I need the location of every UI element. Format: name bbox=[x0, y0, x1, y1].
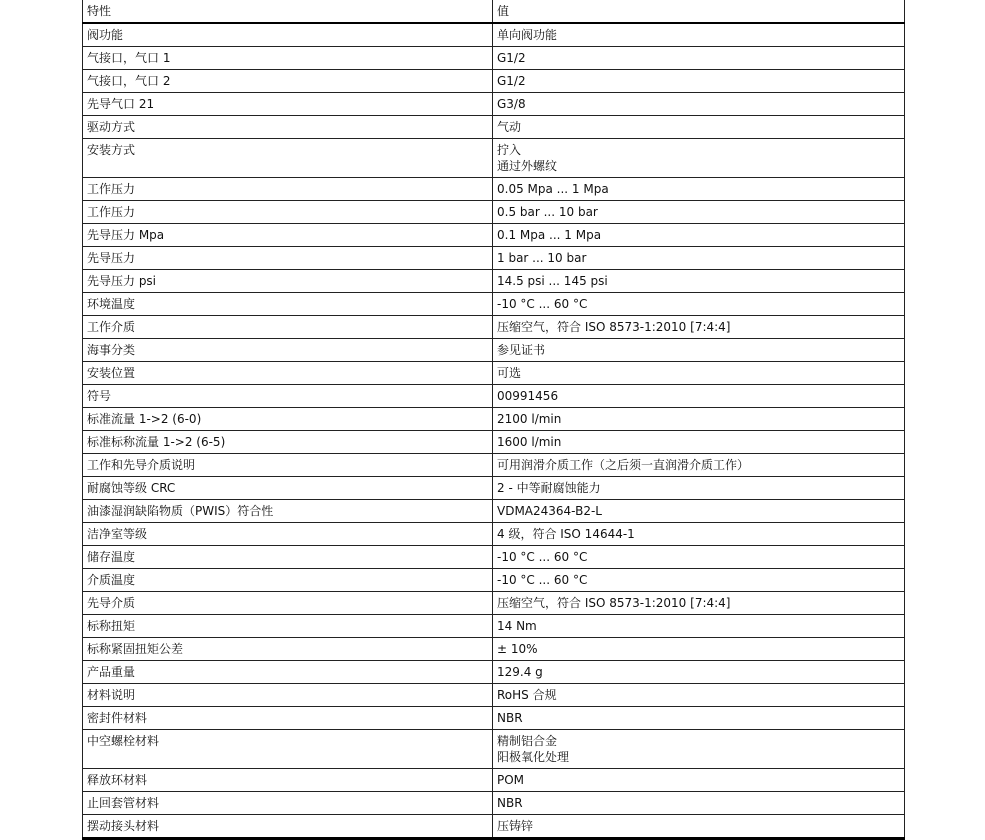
value-line: 2100 l/min bbox=[497, 412, 562, 426]
value-cell bbox=[493, 23, 905, 47]
table-row bbox=[83, 431, 905, 454]
value-cell bbox=[493, 769, 905, 792]
value-line: RoHS 合规 bbox=[497, 688, 557, 702]
property-cell: 标准标称流量 1->2 (6-5) bbox=[83, 431, 493, 454]
table-row bbox=[83, 385, 905, 408]
table-row bbox=[83, 93, 905, 116]
table-row bbox=[83, 178, 905, 201]
property-cell: 安装位置 bbox=[83, 362, 493, 385]
value-cell bbox=[493, 116, 905, 139]
value-cell bbox=[493, 316, 905, 339]
table-row bbox=[83, 201, 905, 224]
property-cell: 标准流量 1->2 (6-0) bbox=[83, 408, 493, 431]
value-line: -10 °C ... 60 °C bbox=[497, 573, 588, 587]
table-row bbox=[83, 247, 905, 270]
property-cell: 阀功能 bbox=[83, 23, 493, 47]
property-cell: 材料说明 bbox=[83, 684, 493, 707]
value-line: NBR bbox=[497, 796, 523, 810]
value-line: 可用润滑介质工作（之后须一直润滑介质工作） bbox=[497, 458, 750, 472]
value-line: 压缩空气，符合 ISO 8573-1:2010 [7:4:4] bbox=[497, 596, 731, 610]
property-cell: 驱动方式 bbox=[83, 116, 493, 139]
value-cell bbox=[493, 615, 905, 638]
value-line: POM bbox=[497, 773, 525, 787]
value-cell bbox=[493, 523, 905, 546]
value-cell bbox=[493, 454, 905, 477]
value-line: VDMA24364-B2-L bbox=[497, 504, 602, 518]
property-cell: 工作和先导介质说明 bbox=[83, 454, 493, 477]
value-line: G1/2 bbox=[497, 51, 526, 65]
value-cell bbox=[493, 293, 905, 316]
value-cell bbox=[493, 707, 905, 730]
property-cell: 止回套管材料 bbox=[83, 792, 493, 815]
table-row bbox=[83, 477, 905, 500]
property-cell: 工作压力 bbox=[83, 201, 493, 224]
value-cell bbox=[493, 661, 905, 684]
property-cell: 释放环材料 bbox=[83, 769, 493, 792]
table-row bbox=[83, 23, 905, 47]
table-row bbox=[83, 408, 905, 431]
table-row bbox=[83, 116, 905, 139]
value-cell bbox=[493, 93, 905, 116]
table-row bbox=[83, 730, 905, 769]
table-row bbox=[83, 769, 905, 792]
value-line: 阳极氧化处理 bbox=[497, 750, 570, 764]
table-row bbox=[83, 500, 905, 523]
value-cell bbox=[493, 592, 905, 615]
value-cell bbox=[493, 730, 905, 769]
value-cell bbox=[493, 201, 905, 224]
table-row bbox=[83, 454, 905, 477]
value-line: 压铸锌 bbox=[497, 819, 534, 833]
value-line: 0.05 Mpa ... 1 Mpa bbox=[497, 182, 609, 196]
table-row bbox=[83, 339, 905, 362]
property-cell: 产品重量 bbox=[83, 661, 493, 684]
value-line: 1600 l/min bbox=[497, 435, 562, 449]
table-row bbox=[83, 47, 905, 70]
table-row bbox=[83, 316, 905, 339]
table-row bbox=[83, 70, 905, 93]
table-row bbox=[83, 523, 905, 546]
property-cell: 海事分类 bbox=[83, 339, 493, 362]
value-cell bbox=[493, 792, 905, 815]
value-cell bbox=[493, 178, 905, 201]
value-line: 可选 bbox=[497, 366, 522, 380]
property-cell: 气接口，气口 1 bbox=[83, 47, 493, 70]
property-cell: 标称扭矩 bbox=[83, 615, 493, 638]
value-cell bbox=[493, 224, 905, 247]
value-line: 气动 bbox=[497, 120, 522, 134]
header-property: 特性 bbox=[83, 0, 493, 23]
property-cell: 密封件材料 bbox=[83, 707, 493, 730]
property-cell: 气接口，气口 2 bbox=[83, 70, 493, 93]
value-line: 2 - 中等耐腐蚀能力 bbox=[497, 481, 601, 495]
table-row bbox=[83, 546, 905, 569]
value-line: -10 °C ... 60 °C bbox=[497, 297, 588, 311]
value-line: 129.4 g bbox=[497, 665, 543, 679]
value-line: 压缩空气，符合 ISO 8573-1:2010 [7:4:4] bbox=[497, 320, 731, 334]
table-row bbox=[83, 707, 905, 730]
property-cell: 储存温度 bbox=[83, 546, 493, 569]
header-value: 值 bbox=[493, 0, 905, 23]
value-line: 14 Nm bbox=[497, 619, 537, 633]
property-cell: 工作介质 bbox=[83, 316, 493, 339]
table-row bbox=[83, 293, 905, 316]
table-row bbox=[83, 270, 905, 293]
value-line: NBR bbox=[497, 711, 523, 725]
value-cell bbox=[493, 477, 905, 500]
value-cell bbox=[493, 139, 905, 178]
property-cell: 标称紧固扭矩公差 bbox=[83, 638, 493, 661]
table-row bbox=[83, 615, 905, 638]
spec-table bbox=[82, 0, 905, 840]
value-cell bbox=[493, 431, 905, 454]
property-cell: 油漆湿润缺陷物质（PWIS）符合性 bbox=[83, 500, 493, 523]
property-cell: 介质温度 bbox=[83, 569, 493, 592]
table-row bbox=[83, 684, 905, 707]
value-line: -10 °C ... 60 °C bbox=[497, 550, 588, 564]
property-cell: 先导压力 Mpa bbox=[83, 224, 493, 247]
property-cell: 先导压力 psi bbox=[83, 270, 493, 293]
value-line: 拧入 bbox=[497, 143, 522, 157]
value-line: 4 级，符合 ISO 14644-1 bbox=[497, 527, 635, 541]
property-cell: 安装方式 bbox=[83, 139, 493, 178]
property-cell: 耐腐蚀等级 CRC bbox=[83, 477, 493, 500]
value-line: 00991456 bbox=[497, 389, 559, 403]
property-cell: 符号 bbox=[83, 385, 493, 408]
table-row bbox=[83, 139, 905, 178]
property-cell: 洁净室等级 bbox=[83, 523, 493, 546]
value-cell bbox=[493, 684, 905, 707]
value-cell bbox=[493, 569, 905, 592]
value-line: 1 bar ... 10 bar bbox=[497, 251, 587, 265]
value-cell bbox=[493, 362, 905, 385]
value-cell bbox=[493, 47, 905, 70]
value-line: ± 10% bbox=[497, 642, 538, 656]
value-cell bbox=[493, 546, 905, 569]
value-cell bbox=[493, 385, 905, 408]
table-row bbox=[83, 661, 905, 684]
value-line: G3/8 bbox=[497, 97, 526, 111]
value-cell bbox=[493, 70, 905, 93]
value-cell bbox=[493, 638, 905, 661]
table-row bbox=[83, 638, 905, 661]
value-cell bbox=[493, 408, 905, 431]
property-cell: 先导气口 21 bbox=[83, 93, 493, 116]
value-line: 0.5 bar ... 10 bar bbox=[497, 205, 598, 219]
table-row bbox=[83, 362, 905, 385]
value-line: 14.5 psi ... 145 psi bbox=[497, 274, 608, 288]
property-cell: 摆动接头材料 bbox=[83, 815, 493, 839]
property-cell: 先导介质 bbox=[83, 592, 493, 615]
property-cell: 环境温度 bbox=[83, 293, 493, 316]
table-row bbox=[83, 792, 905, 815]
table-row bbox=[83, 569, 905, 592]
table-row bbox=[83, 224, 905, 247]
property-cell: 工作压力 bbox=[83, 178, 493, 201]
value-line: 参见证书 bbox=[497, 343, 546, 357]
value-cell bbox=[493, 270, 905, 293]
value-line: G1/2 bbox=[497, 74, 526, 88]
value-cell bbox=[493, 500, 905, 523]
value-line: 0.1 Mpa ... 1 Mpa bbox=[497, 228, 602, 242]
table-row bbox=[83, 592, 905, 615]
value-cell bbox=[493, 339, 905, 362]
property-cell: 先导压力 bbox=[83, 247, 493, 270]
table-header-row bbox=[83, 0, 905, 23]
value-cell bbox=[493, 247, 905, 270]
value-line: 单向阀功能 bbox=[497, 28, 558, 42]
value-line: 精制铝合金 bbox=[497, 734, 558, 748]
spec-table-body bbox=[83, 0, 905, 839]
property-cell: 中空螺栓材料 bbox=[83, 730, 493, 769]
value-line: 通过外螺纹 bbox=[497, 159, 558, 173]
